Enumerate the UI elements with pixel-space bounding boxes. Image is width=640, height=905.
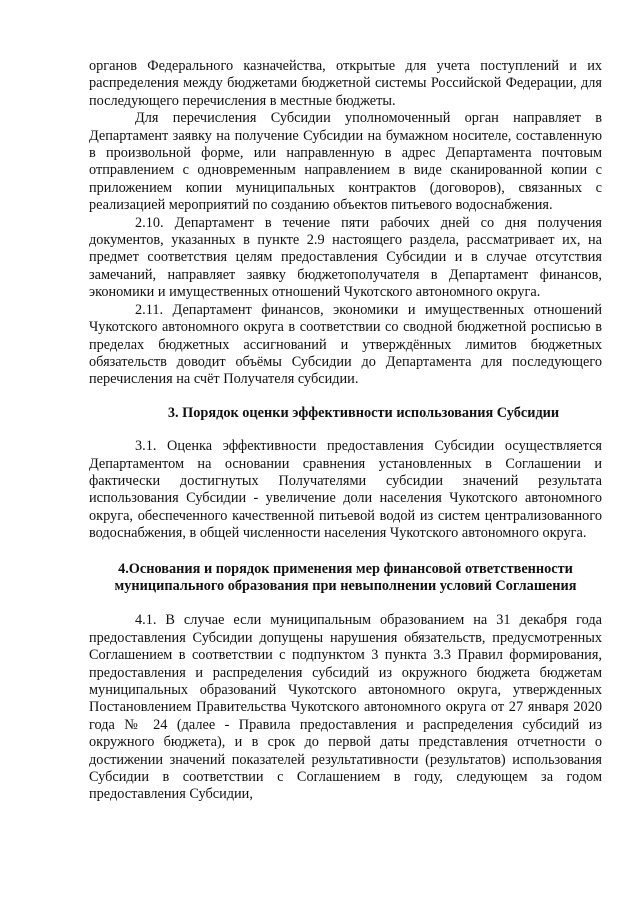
paragraph-subsidy-request: Для перечисления Субсидии уполномоченный орган направляет в Департамент заявку на получение Субсидии на бумажном носителе, составленную в произвольной форме, или направленную в адрес Департамента почтовым отправлением с одновременным направлением в виде сканированной копии с приложением копии муниципальных контрактов (договоров), связанных с реализацией мероприятий по созданию объектов питьевого водоснабжения. bbox=[89, 110, 602, 214]
section-4-heading-line-1: 4.Основания и порядок применения мер финансовой ответственности bbox=[118, 560, 573, 577]
paragraph-continuation: органов Федерального казначейства, открытые для учета поступлений и их распределения между бюджетами бюджетной системы Российской Федерации, для последующего перечисления в местные бюджеты. bbox=[89, 58, 602, 109]
paragraph-3-1: 3.1. Оценка эффективности предоставления Субсидии осуществляется Департаментом на основании сравнения установленных в Соглашении и фактически достигнутых Получателями субсидии значений результата использования Субсидии - увеличение доли населения Чукотского автономного округа, обеспеченного качественной питьевой водой из систем централизованного водоснабжения, в общей численности населения Чукотского автономного округа. bbox=[89, 438, 602, 542]
document-page bbox=[89, 58, 602, 804]
paragraph-4-1: 4.1. В случае если муниципальным образованием на 31 декабря года предоставления Субсидии допущены нарушения обязательств, предусмотренных Соглашением в соответствии с подпунктом 3 пункта 3.3 Правил формирования, предоставления и распределения субсидий из окружного бюджета бюджетам муниципальных образований Чукотского автономного округа, утвержденных Постановлением Правительства Чукотского автономного округа от 27 января 2020 года № 24 (далее - Правила предоставления и распределения субсидий из окружного бюджета), и в срок до первой даты представления отчетности о достижении значений показателей результативности (результатов) использования Субсидии в соответствии с Соглашением в году, следующем за годом предоставления Субсидии, bbox=[89, 612, 602, 803]
paragraph-2-11: 2.11. Департамент финансов, экономики и имущественных отношений Чукотского автономного округа в соответствии со сводной бюджетной росписью в пределах бюджетных ассигнований и утверждённых лимитов бюджетных обязательств доводит объёмы Субсидии до Департамента для последующего перечисления на счёт Получателя субсидии. bbox=[89, 301, 602, 388]
section-4-heading-line-2: муниципального образования при невыполнении условий Соглашения bbox=[114, 577, 577, 594]
section-3-heading: 3. Порядок оценки эффективности использования Субсидии bbox=[167, 404, 560, 421]
section-4-heading bbox=[89, 561, 602, 596]
paragraph-2-10: 2.10. Департамент в течение пяти рабочих дней со дня получения документов, указанных в пункте 2.9 настоящего раздела, рассматривает их, на предмет соответствия целям предоставления Субсидии и в случае отсутствия замечаний, направляет заявку бюджетополучателя в Департамент финансов, экономики и имущественных отношений Чукотского автономного округа. bbox=[89, 214, 602, 301]
